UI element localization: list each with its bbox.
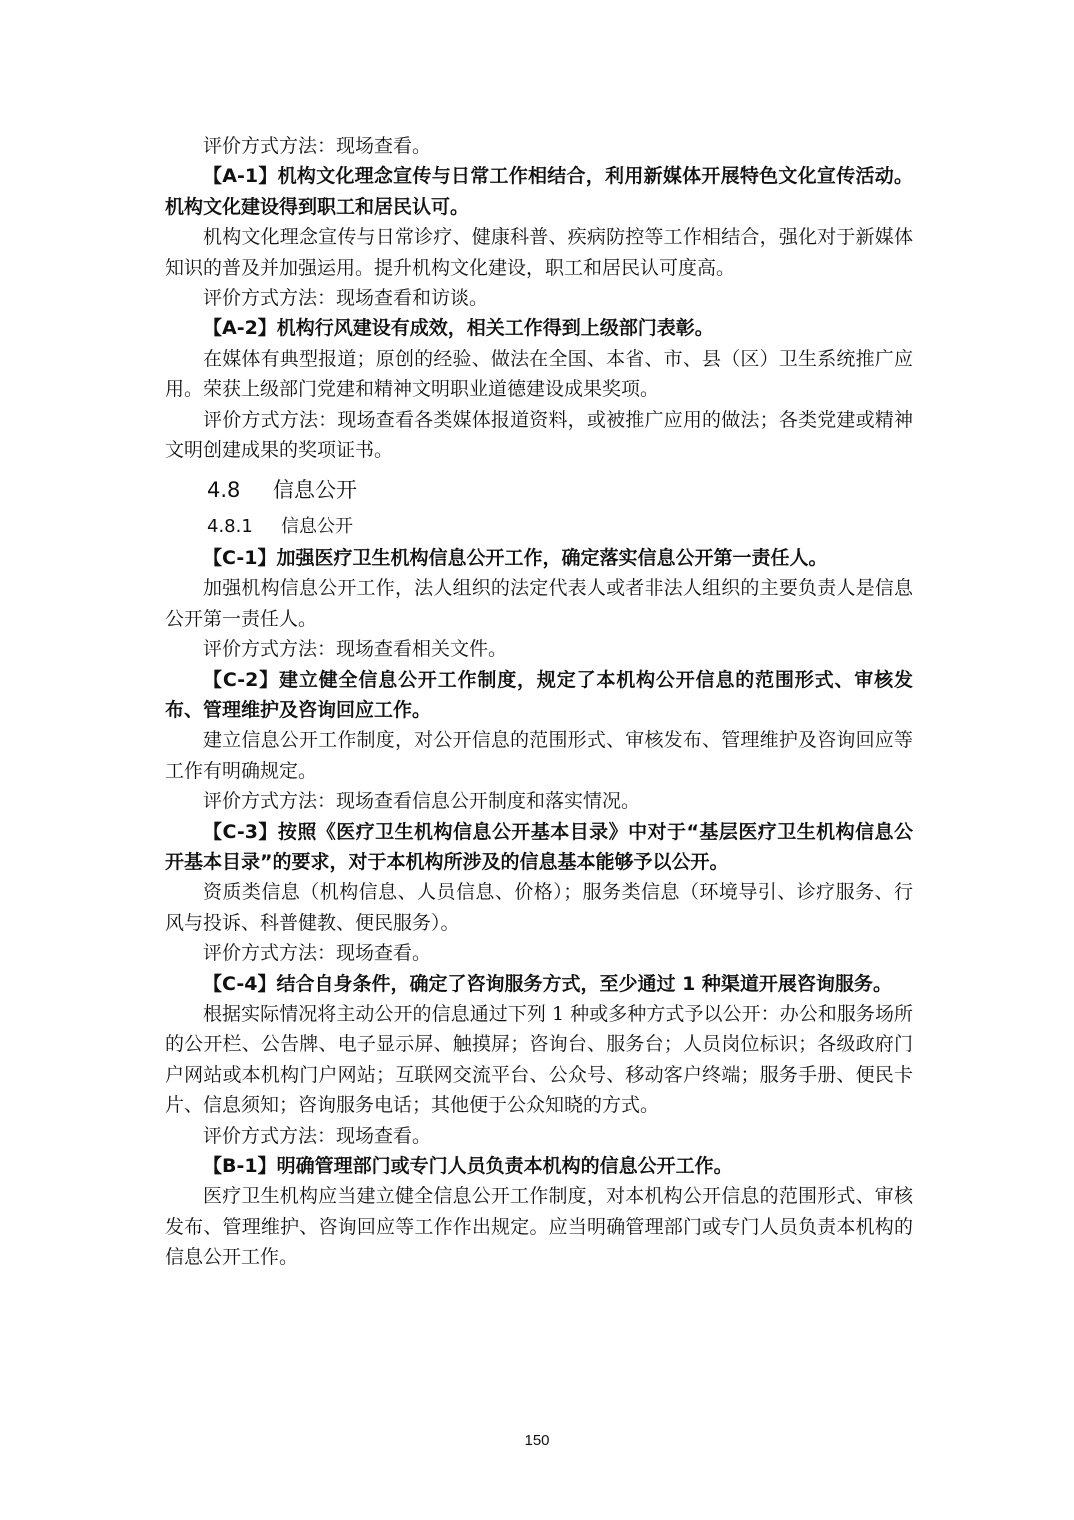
paragraph: 评价方式方法：现场查看和访谈。: [203, 287, 489, 310]
paragraph: 评价方式方法：现场查看。: [203, 1124, 432, 1147]
bold-requirement: 【C-3】按照《医疗卫生机构信息公开基本目录》中对于“基层医疗卫生机构信息公开基本目录”的要求，对于本机构所涉及的信息基本能够予以公开。: [165, 820, 913, 873]
paragraph: 机构文化理念宣传与日常诊疗、健康科普、疾病防控等工作相结合，强化对于新媒体知识的普及并加强运用。提升机构文化建设，职工和居民认可度高。: [165, 226, 913, 279]
bold-requirement: 【C-4】结合自身条件，确定了咨询服务方式，至少通过 1 种渠道开展咨询服务。: [203, 972, 892, 995]
bold-requirement: 【A-1】机构文化理念宣传与日常工作相结合，利用新媒体开展特色文化宣传活动。机构文化建设得到职工和居民认可。: [165, 165, 913, 218]
subsection-heading: [165, 512, 913, 542]
bold-requirement: 【C-2】建立健全信息公开工作制度，规定了本机构公开信息的范围形式、审核发布、管理维护及咨询回应工作。: [165, 668, 913, 721]
section-number: 4.8: [207, 478, 241, 503]
paragraph: 评价方式方法：现场查看相关文件。: [203, 638, 508, 661]
subsection-number: 4.8.1: [207, 516, 253, 538]
page-number: 150: [524, 1432, 550, 1449]
section-heading: [165, 475, 913, 505]
section-title: 信息公开: [273, 478, 357, 503]
paragraph: 资质类信息（机构信息、人员信息、价格）；服务类信息（环境导引、诊疗服务、行风与投诉、科普健教、便民服务）。: [165, 881, 913, 934]
bold-requirement: 【C-1】加强医疗卫生机构信息公开工作，确定落实信息公开第一责任人。: [203, 546, 828, 569]
paragraph: 根据实际情况将主动公开的信息通过下列 1 种或多种方式予以公开：办公和服务场所的公开栏、公告牌、电子显示屏、触摸屏；咨询台、服务台；人员岗位标识；各级政府门户网站或本机构门户网站；互联网交流平台、公众号、移动客户终端；服务手册、便民卡片、信息须知；咨询服务电话；其他便于公众知晓的方式。: [165, 1002, 913, 1117]
paragraph: 加强机构信息公开工作，法人组织的法定代表人或者非法人组织的主要负责人是信息公开第一责任人。: [165, 577, 913, 630]
paragraph: 在媒体有典型报道；原创的经验、做法在全国、本省、市、县（区）卫生系统推广应用。荣获上级部门党建和精神文明职业道德建设成果奖项。: [165, 347, 913, 401]
paragraph: 建立信息公开工作制度，对公开信息的范围形式、审核发布、管理维护及咨询回应等工作有明确规定。: [165, 729, 913, 782]
bold-requirement: 【A-2】机构行风建设有成效，相关工作得到上级部门表彰。: [203, 317, 714, 340]
page-body: [165, 131, 913, 1273]
bold-requirement: 【B-1】明确管理部门或专门人员负责本机构的信息公开工作。: [203, 1155, 733, 1177]
paragraph: 医疗卫生机构应当建立健全信息公开工作制度，对本机构公开信息的范围形式、审核发布、管理维护、咨询回应等工作作出规定。应当明确管理部门或专门人员负责本机构的信息公开工作。: [165, 1185, 913, 1269]
paragraph: 评价方式方法：现场查看。: [203, 942, 432, 965]
paragraph: 评价方式方法：现场查看各类媒体报道资料，或被推广应用的做法；各类党建或精神文明创建成果的奖项证书。: [165, 408, 913, 462]
paragraph: 评价方式方法：现场查看。: [203, 135, 432, 157]
subsection-title: 信息公开: [281, 516, 353, 538]
paragraph: 评价方式方法：现场查看信息公开制度和落实情况。: [203, 790, 641, 813]
